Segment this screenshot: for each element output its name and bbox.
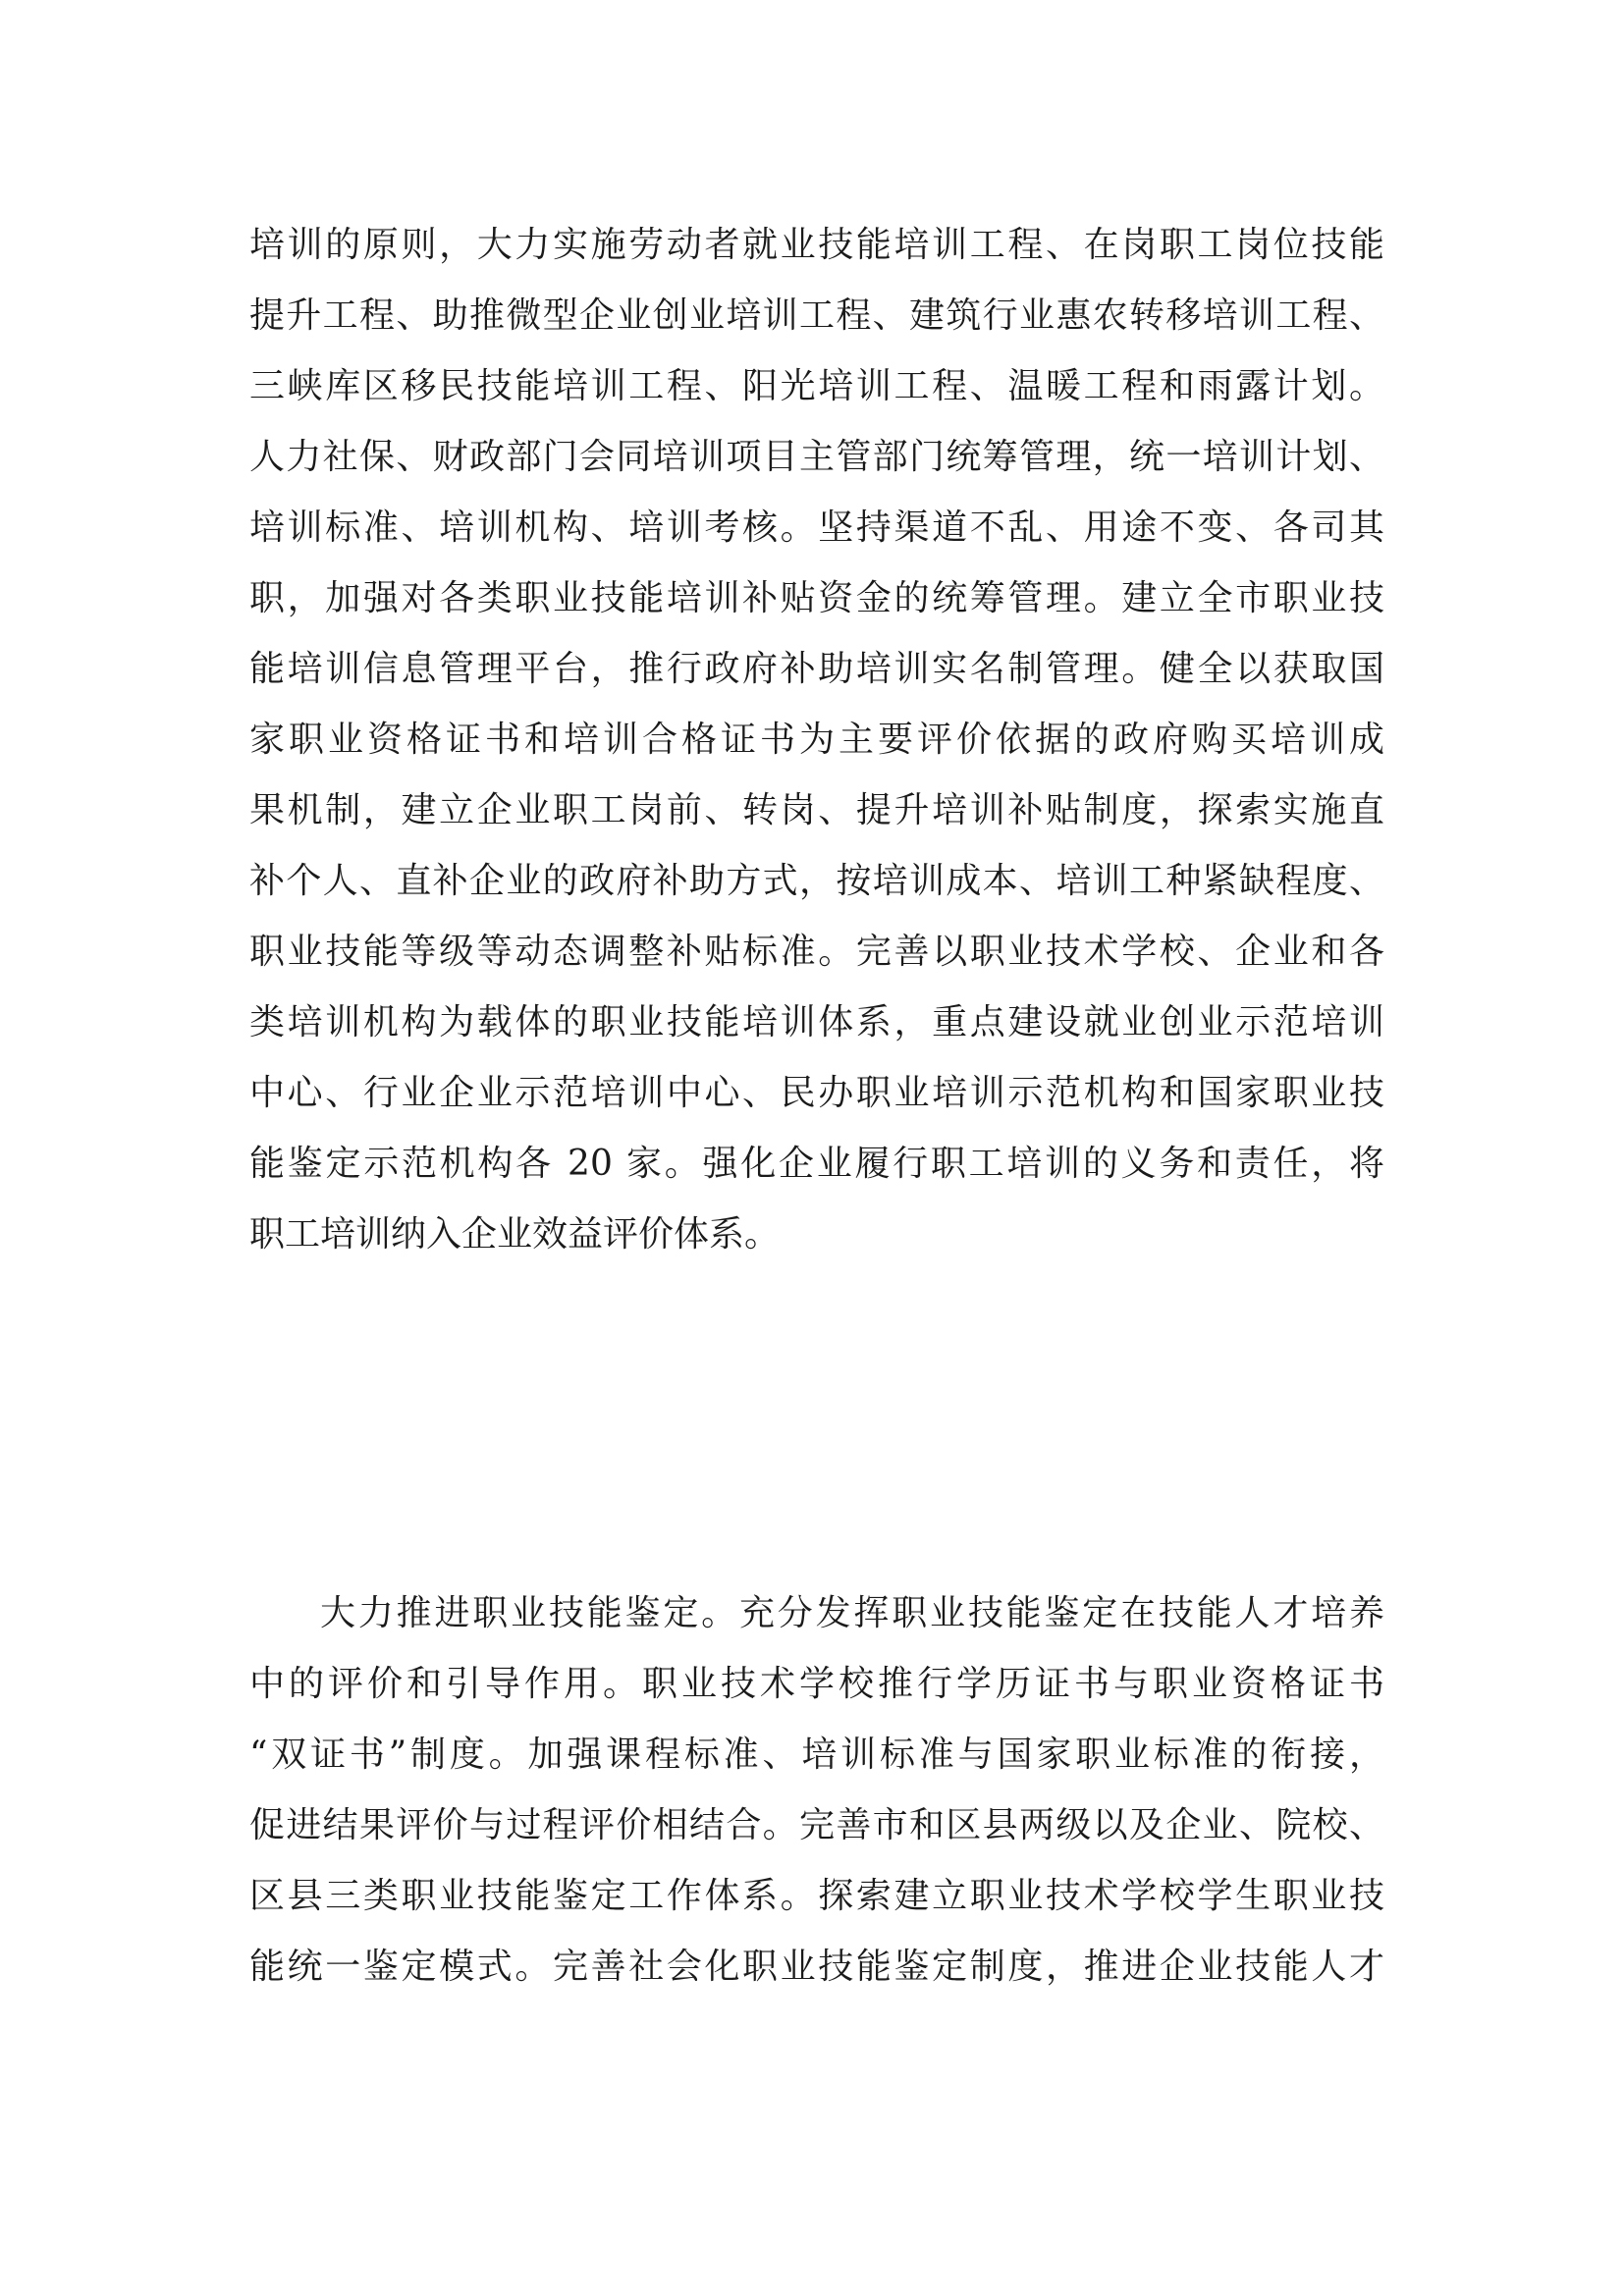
text-line: 培训的原则，大力实施劳动者就业技能培训工程、在岗职工岗位技能 — [249, 225, 1384, 265]
text-line: 区县三类职业技能鉴定工作体系。探索建立职业技术学校学生职业技 — [249, 1876, 1384, 1916]
text-line: 中心、行业企业示范培训中心、民办职业培训示范机构和国家职业技 — [249, 1073, 1384, 1113]
text-line: 中的评价和引导作用。职业技术学校推行学历证书与职业资格证书 — [249, 1664, 1384, 1704]
text-line: 能统一鉴定模式。完善社会化职业技能鉴定制度，推进企业技能人才 — [249, 1947, 1384, 1987]
text-line: 能鉴定示范机构各 20 家。强化企业履行职工培训的义务和责任，将 — [249, 1144, 1384, 1184]
text-line: 职，加强对各类职业技能培训补贴资金的统筹管理。建立全市职业技 — [249, 578, 1384, 618]
text-line: 提升工程、助推微型企业创业培训工程、建筑行业惠农转移培训工程、 — [249, 295, 1384, 336]
text-line: 类培训机构为载体的职业技能培训体系，重点建设就业创业示范培训 — [249, 1002, 1384, 1042]
text-line-indented: 大力推进职业技能鉴定。充分发挥职业技能鉴定在技能人才培养 — [320, 1593, 1384, 1633]
text-line: 家职业资格证书和培训合格证书为主要评价依据的政府购买培训成 — [249, 720, 1384, 760]
text-line: 培训标准、培训机构、培训考核。坚持渠道不乱、用途不变、各司其 — [249, 507, 1384, 548]
paragraph-skill-appraisal — [249, 1578, 1384, 2002]
text-line: 补个人、直补企业的政府补助方式，按培训成本、培训工种紧缺程度、 — [249, 861, 1384, 901]
text-line: 职工培训纳入企业效益评价体系。 — [249, 1214, 781, 1255]
text-line: 人力社保、财政部门会同培训项目主管部门统筹管理，统一培训计划、 — [249, 437, 1384, 477]
text-line: 三峡库区移民技能培训工程、阳光培训工程、温暖工程和雨露计划。 — [249, 366, 1384, 406]
paragraph-vocational-training — [249, 210, 1384, 1270]
text-line: 能培训信息管理平台，推行政府补助培训实名制管理。健全以获取国 — [249, 649, 1384, 689]
text-line: “双证书”制度。加强课程标准、培训标准与国家职业标准的衔接， — [249, 1735, 1384, 1775]
text-line: 促进结果评价与过程评价相结合。完善市和区县两级以及企业、院校、 — [249, 1805, 1384, 1845]
text-line: 职业技能等级等动态调整补贴标准。完善以职业技术学校、企业和各 — [249, 932, 1384, 972]
text-line: 果机制，建立企业职工岗前、转岗、提升培训补贴制度，探索实施直 — [249, 790, 1384, 830]
